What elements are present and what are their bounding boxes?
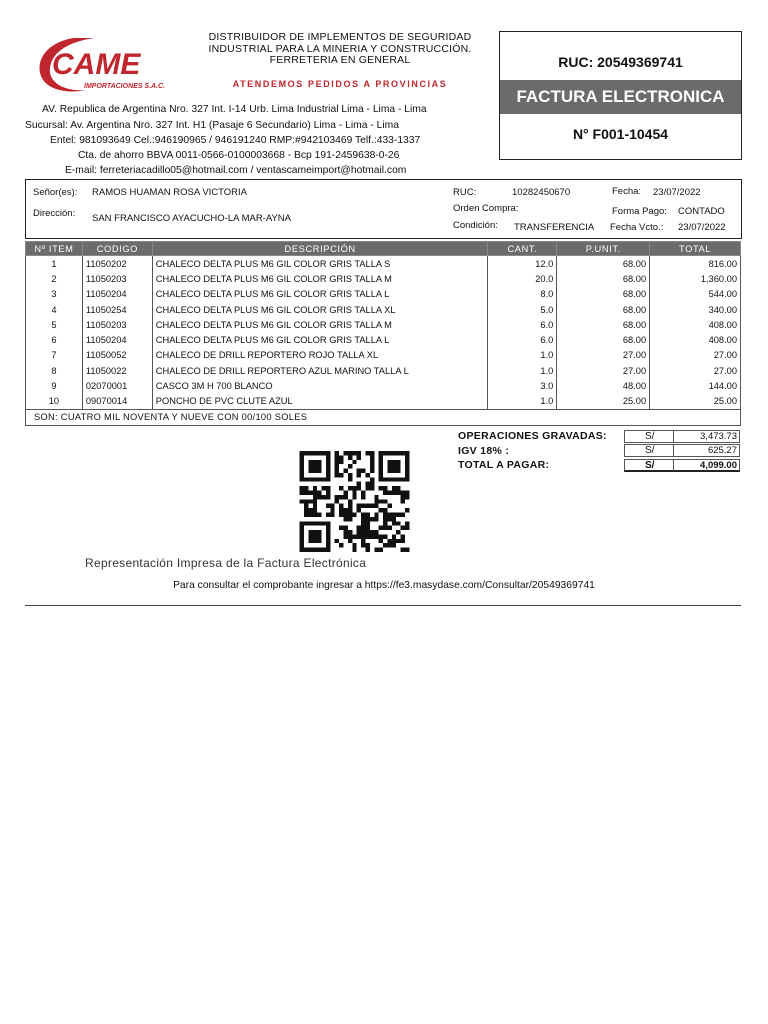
invoice-number: N° F001-10454: [572, 126, 669, 142]
item-code: 11050203: [82, 271, 152, 286]
condition-label: Condición:: [453, 220, 498, 231]
item-quantity: 6.0: [488, 317, 557, 332]
item-code: 11050254: [82, 302, 152, 317]
item-number: 9: [26, 378, 83, 393]
item-number: 10: [26, 394, 83, 410]
address-line-3: Entel: 981093649 Cel.:946190965 / 946191240 RMP:#942103469 Telf.:433-1337: [50, 135, 421, 146]
header-code: CODIGO: [82, 242, 152, 256]
item-description: CHALECO DELTA PLUS M6 GIL COLOR GRIS TALLA L: [152, 332, 488, 347]
company-logo: [34, 34, 174, 96]
item-code: 11050203: [82, 317, 152, 332]
qr-code: [298, 451, 411, 552]
items-table: [25, 241, 741, 410]
item-number: 8: [26, 363, 83, 378]
item-unit-price: 48.00: [557, 378, 650, 393]
company-tagline: ATENDEMOS PEDIDOS A PROVINCIAS: [232, 79, 448, 89]
logo-text: CAME: [52, 48, 141, 81]
table-row: [26, 256, 741, 272]
due-label: Fecha Vcto.:: [610, 222, 664, 233]
logo-subtext: IMPORTACIONES S.A.C.: [84, 83, 166, 90]
table-row: [26, 317, 741, 332]
date-value: 23/07/2022: [653, 187, 701, 198]
due-value: 23/07/2022: [678, 222, 726, 233]
item-unit-price: 25.00: [557, 394, 650, 410]
item-quantity: 12.0: [488, 256, 557, 272]
client-address-label: Dirección:: [33, 208, 76, 219]
table-row: [26, 287, 741, 302]
client-info-box: [25, 179, 742, 239]
company-description-1: DISTRIBUIDOR DE IMPLEMENTOS DE SEGURIDAD: [208, 31, 472, 43]
client-name-label: Señor(es):: [33, 187, 78, 198]
item-total: 816.00: [650, 256, 741, 272]
item-description: CHALECO DE DRILL REPORTERO ROJO TALLA XL: [152, 348, 488, 363]
item-unit-price: 68.00: [557, 256, 650, 272]
item-description: CASCO 3M H 700 BLANCO: [152, 378, 488, 393]
item-description: CHALECO DELTA PLUS M6 GIL COLOR GRIS TALLA M: [152, 317, 488, 332]
order-label: Orden Compra:: [453, 203, 519, 214]
client-ruc-label: RUC:: [453, 187, 477, 198]
item-total: 144.00: [650, 378, 741, 393]
client-address: SAN FRANCISCO AYACUCHO-LA MAR-AYNA: [92, 213, 292, 224]
item-number: 6: [26, 332, 83, 347]
item-description: CHALECO DELTA PLUS M6 GIL COLOR GRIS TALLA L: [152, 287, 488, 302]
item-description: CHALECO DELTA PLUS M6 GIL COLOR GRIS TALLA XL: [152, 302, 488, 317]
item-code: 09070014: [82, 394, 152, 410]
amount-in-words: [25, 409, 741, 426]
date-label: Fecha:: [612, 186, 642, 197]
item-quantity: 3.0: [488, 378, 557, 393]
item-quantity: 1.0: [488, 363, 557, 378]
item-number: 5: [26, 317, 83, 332]
table-header-row: [26, 242, 741, 256]
table-row: [26, 363, 741, 378]
header-total: TOTAL: [650, 242, 741, 256]
item-number: 3: [26, 287, 83, 302]
invoice-type: FACTURA ELECTRONICA: [500, 80, 741, 114]
amount-in-words-text: SON: CUATRO MIL NOVENTA Y NUEVE CON 00/100 SOLES: [34, 412, 308, 422]
item-total: 408.00: [650, 332, 741, 347]
table-row: [26, 348, 741, 363]
table-row: [26, 394, 741, 410]
address-line-4: Cta. de ahorro BBVA 0011-0566-0100003668 - Bcp 191-2459638-0-26: [78, 150, 400, 161]
table-row: [26, 378, 741, 393]
invoice-header-box: [499, 31, 742, 160]
item-total: 25.00: [650, 394, 741, 410]
item-quantity: 8.0: [488, 287, 557, 302]
header-quantity: CANT.: [488, 242, 557, 256]
header-item: Nº ITEM: [26, 242, 83, 256]
item-code: 11050204: [82, 287, 152, 302]
address-line-1: AV. Republica de Argentina Nro. 327 Int. I-14 Urb. Lima Industrial Lima - Lima - Lima: [42, 104, 427, 115]
item-total: 544.00: [650, 287, 741, 302]
item-code: 11050204: [82, 332, 152, 347]
total-value: 4,099.00: [673, 459, 740, 472]
item-total: 1,360.00: [650, 271, 741, 286]
item-quantity: 6.0: [488, 332, 557, 347]
item-number: 2: [26, 271, 83, 286]
item-code: 11050202: [82, 256, 152, 272]
item-description: CHALECO DE DRILL REPORTERO AZUL MARINO TALLA L: [152, 363, 488, 378]
item-total: 340.00: [650, 302, 741, 317]
company-description-3: FERRETERIA EN GENERAL: [269, 54, 411, 66]
header-description: DESCRIPCIÓN: [152, 242, 488, 256]
gravadas-currency: S/: [624, 430, 674, 443]
table-row: [26, 271, 741, 286]
condition-value: TRANSFERENCIA: [514, 222, 595, 233]
item-unit-price: 68.00: [557, 287, 650, 302]
item-quantity: 20.0: [488, 271, 557, 286]
total-currency: S/: [624, 459, 674, 472]
item-unit-price: 27.00: [557, 363, 650, 378]
item-description: CHALECO DELTA PLUS M6 GIL COLOR GRIS TALLA S: [152, 256, 488, 272]
igv-label: IGV 18% :: [458, 445, 510, 457]
representation-text: Representación Impresa de la Factura Electrónica: [85, 556, 367, 570]
table-row: [26, 332, 741, 347]
address-line-5: E-mail: ferreteriacadillo05@hotmail.com / ventascameimport@hotmail.com: [65, 165, 407, 176]
client-name: RAMOS HUAMAN ROSA VICTORIA: [92, 187, 248, 198]
item-quantity: 5.0: [488, 302, 557, 317]
item-code: 11050022: [82, 363, 152, 378]
item-unit-price: 68.00: [557, 332, 650, 347]
gravadas-value: 3,473.73: [673, 430, 740, 443]
bottom-divider: [25, 605, 741, 606]
total-label: TOTAL A PAGAR:: [458, 459, 550, 471]
payment-label: Forma Pago:: [612, 206, 667, 217]
company-description-2: INDUSTRIAL PARA LA MINERIA Y CONSTRUCCIÓN.: [208, 42, 472, 55]
address-line-2: Sucursal: Av. Argentina Nro. 327 Int. H1 (Pasaje 6 Secundario) Lima - Lima - Lima: [25, 120, 399, 131]
igv-currency: S/: [624, 444, 674, 457]
item-description: CHALECO DELTA PLUS M6 GIL COLOR GRIS TALLA M: [152, 271, 488, 286]
item-total: 27.00: [650, 348, 741, 363]
item-description: PONCHO DE PVC CLUTE AZUL: [152, 394, 488, 410]
invoice-ruc: RUC: 20549369741: [558, 54, 683, 70]
gravadas-label: OPERACIONES GRAVADAS:: [458, 430, 607, 442]
item-number: 7: [26, 348, 83, 363]
item-number: 1: [26, 256, 83, 272]
header-unit-price: P.UNIT.: [557, 242, 650, 256]
item-code: 11050052: [82, 348, 152, 363]
item-quantity: 1.0: [488, 348, 557, 363]
consult-text: Para consultar el comprobante ingresar a https://fe3.masydase.com/Consultar/20549369741: [173, 580, 595, 591]
item-quantity: 1.0: [488, 394, 557, 410]
item-total: 27.00: [650, 363, 741, 378]
item-unit-price: 68.00: [557, 302, 650, 317]
item-unit-price: 68.00: [557, 317, 650, 332]
item-code: 02070001: [82, 378, 152, 393]
item-number: 4: [26, 302, 83, 317]
item-unit-price: 27.00: [557, 348, 650, 363]
payment-value: CONTADO: [678, 206, 725, 217]
igv-value: 625.27: [673, 444, 740, 457]
item-total: 408.00: [650, 317, 741, 332]
table-row: [26, 302, 741, 317]
item-unit-price: 68.00: [557, 271, 650, 286]
client-ruc: 10282450670: [512, 187, 571, 198]
